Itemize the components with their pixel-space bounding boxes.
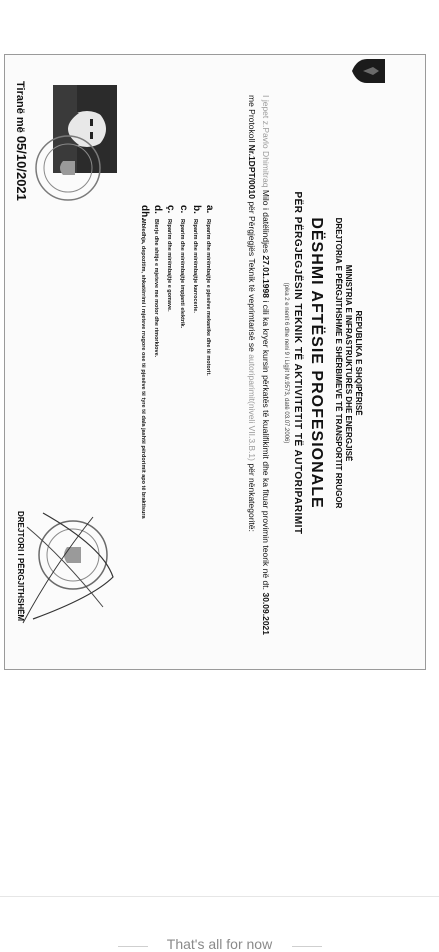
place-and-date	[14, 81, 29, 201]
body-protocol-text: me Protokoll	[247, 95, 257, 145]
subcategory-list	[137, 205, 215, 635]
subcategory-text: Riparim dhe mirëmbajtje karrocerie.	[192, 219, 198, 313]
subcategory-item	[150, 205, 163, 635]
certificate-subtitle: PËR PËRGJEGJËSIN TEKNIK TË AKTIVITETIT TË AUTORIPARIMIT	[292, 191, 303, 535]
protocol-number: Nr.1DPT/0010	[247, 144, 257, 199]
body-role-text: për Përgjegjës Teknik të veprimtarisë se	[247, 198, 257, 355]
end-of-feed-text: That's all for now	[166, 936, 273, 952]
exam-date: 30.09.2021	[261, 592, 271, 636]
official-stamp-icon	[33, 133, 103, 203]
subcategory-item	[163, 205, 176, 635]
subcategory-item	[189, 205, 202, 635]
subcategory-letter: b.	[191, 205, 202, 214]
body-intro-name: Milo i datëlindjes	[261, 187, 271, 256]
body-intro-faint: I jepet z.Pavlo Dhimitraq	[261, 95, 271, 188]
subcategory-text: Mbledhja, depozitim, shkatërrimi i mjeteve rrugore ose të pjesëve të tyre të dala jashtë përdorimit apo të braktisura	[140, 219, 146, 519]
empty-area	[0, 680, 439, 896]
director-stamp-signature-icon	[13, 507, 123, 627]
birth-date: 27.01.1998	[261, 255, 271, 298]
subcategory-text: Riparim dhe mirëmbajtje impjanti elektrik.	[179, 219, 185, 329]
subcategory-letter: ç.	[165, 205, 176, 214]
body-end: për nënkategoritë:	[247, 461, 257, 532]
subcategory-item	[176, 205, 189, 635]
subcategory-letter: a.	[204, 205, 215, 214]
certificate-body	[245, 95, 273, 635]
subcategory-text: Blerje dhe shitje e mjeteve me motor dhe rimorkiove.	[153, 219, 159, 358]
header-line-1: REPUBLIKA E SHQIPËRISË	[354, 310, 363, 416]
footer-rule-right	[292, 946, 322, 947]
issuer-header	[333, 95, 363, 631]
header-line-2: MINISTRIA E INFRASTRUKTURËS DHE ENERGJISË	[344, 264, 353, 462]
subcategory-letter: c.	[178, 205, 189, 214]
certificate-title: DËSHMI AFTËSIE PROFESIONALE	[308, 217, 325, 509]
subcategory-letter: d.	[152, 205, 163, 214]
legal-reference: (pika 2 e nenit 6 dhe neni 9 i Ligjit Nr.9573, datë 03.07.2006)	[283, 282, 289, 444]
subcategory-text: Riparim dhe mirëmbajtje e pjesëve mekanike dhe të motorit.	[205, 219, 211, 376]
albania-emblem-icon	[351, 55, 387, 87]
subcategory-item	[202, 205, 215, 635]
header-line-3: DREJTORIA E PËRGJITHSHME E SHËRBIMEVE TË TRANSPORTIT RRUGOR	[334, 217, 343, 509]
subcategory-item	[137, 205, 150, 635]
subcategory-letter: dh.	[139, 205, 150, 220]
body-role-faint: autoriparimit(niveli VII.3.B.1)	[247, 354, 257, 461]
subcategory-text: Riparim dhe mirëmbajtje e gomave.	[166, 219, 172, 312]
certificate-content	[5, 55, 423, 667]
issue-place: Tiranë më	[14, 81, 26, 136]
body-intro-rest: i cili ka kryer kursin përkatës të kualifikimit dhe ka fituar provimin teorik në dt.	[261, 297, 271, 593]
director-title: DREJTORI I PËRGJITHSHËM	[16, 511, 25, 622]
divider	[0, 896, 439, 897]
issue-date: 05/10/2021	[14, 135, 29, 201]
